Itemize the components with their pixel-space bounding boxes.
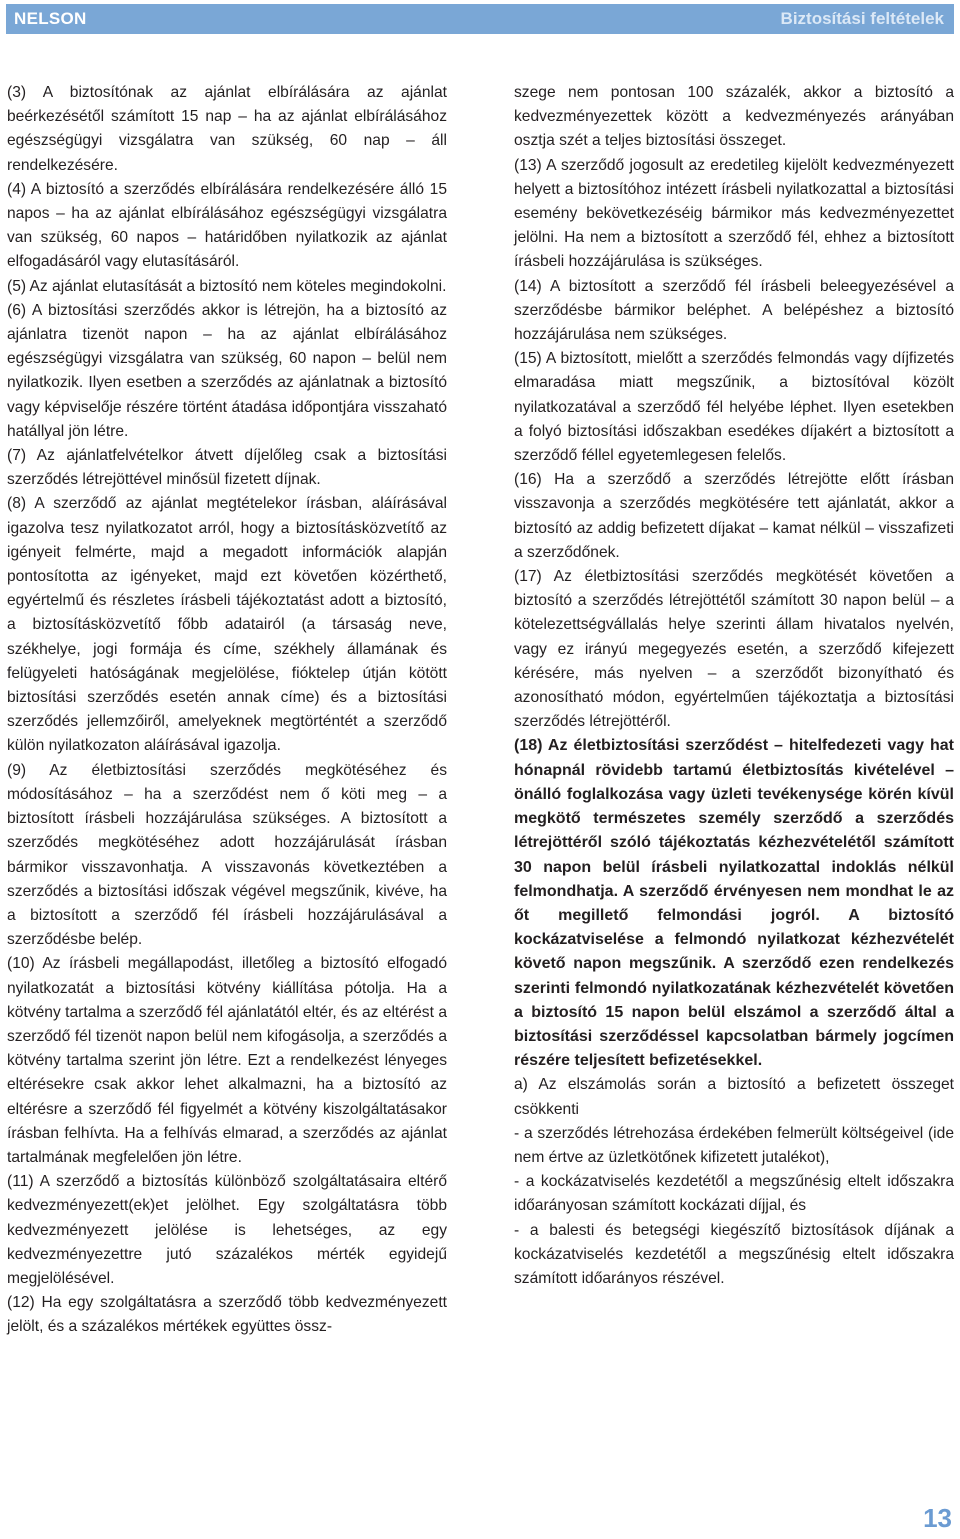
paragraph-15: (15) A biztosított, mielőtt a szerződés felmondás vagy díjfizetés elmaradása miatt megszűnik, a biztosítóval közölt nyilatkozatával a szerződő fél helyébe léphet. Ilyen esetekben a folyó biztosítási időszakban esedékes díjakért a biztosított a szerződő féllel egyetemlegesen felelős. <box>514 350 954 465</box>
paragraph-12-continued: szege nem pontosan 100 százalék, akkor a biztosító a kedvezményezettek között a kedvezményezés arányában osztja szét a teljes biztosítási összeget. <box>514 84 954 150</box>
left-column <box>7 81 447 1340</box>
paragraph-8: (8) A szerződő az ajánlat megtételekor írásban, aláírásával igazolva tesz nyilatkozatot arról, hogy a biztosításközvetítő az igényeit felmérte, majd a megadott információk alapján pontosította az igényeket, majd ezt követően közérthető, egyértelmű és részletes írásbeli tájékoztatást adott a biztosító, a biztosításközvetítő főbb adatairól (a társaság neve, székhelye, jogi formája és címe, székhely államának és felügyeleti hatóságának megjelölése, fióktelep útján kötött biztosítási szerződés esetén annak címe) és a biztosítási szerződés jellemzőiről, amelyeknek megtörténtét a szerződő külön nyilatkozaton aláírásával igazolja. <box>7 495 447 755</box>
paragraph-6: (6) A biztosítási szerződés akkor is létrejön, ha a biztosító az ajánlatra tizenöt napon – ha az ajánlat elbírálásához egészségügyi vizsgálatra van szükség, 60 napon – belül nem nyilatkozik. Ilyen esetben a szerződés az ajánlatnak a biztosító vagy képviselője részére történt átadása időpontjára visszaható hatállyal jön létre. <box>7 301 447 440</box>
paragraph-18-bold: (18) Az életbiztosítási szerződést – hitelfedezeti vagy hat hónapnál rövidebb tartamú életbiztosítás kivételével – önálló foglalkozása vagy üzleti tevékenysége körén kívül megkötő természetes személy szerződő a szerződés létrejöttéről szóló tájékoztatás kézhezvételétől számított 30 napon belül írásbeli nyilatkozattal indoklás nélkül felmondhatja. A szerződő érvényesen nem mondhat le az őt megillető felmondási jogról. A biztosító kockázatviselése a felmondó nyilatkozat kézhezvételét követő napon megszűnik. A szerződő ezen rendelkezés szerinti felmondó nyilatkozatának kézhezvételét követően a biztosító 15 napon belül elszámol a szerződő által a biztosítási szerződéssel kapcsolatban bármely jogcímen részére teljesített befizetésekkel. <box>514 737 954 1070</box>
clause-a: a) Az elszámolás során a biztosító a befizetett összeget csökkenti <box>514 1076 954 1118</box>
right-column <box>514 81 954 1291</box>
brand-name: NELSON <box>14 9 87 28</box>
clause-a-item-3: - a balesti és betegségi kiegészítő biztosítások díjának a kockázatviselés kezdetétől a megszűnésig eltelt időszakra számított időarányos részével. <box>514 1221 954 1287</box>
paragraph-14: (14) A biztosított a szerződő fél írásbeli beleegyezésével a szerződésbe bármikor beléphet. A belépéshez a biztosító hozzájárulása nem szükséges. <box>514 277 954 344</box>
paragraph-4: (4) A biztosító a szerződés elbírálására rendelkezésére álló 15 napos – ha az ajánlat elbírálásához egészségügyi vizsgálatra van szükség, 60 napos – határidőben nyilatkozik az ajánlat elfogadásáról vagy elutasításáról. <box>7 180 447 271</box>
paragraph-11: (11) A szerződő a biztosítás különböző szolgáltatásaira eltérő kedvezményezett(ek)et jelölhet. Egy szolgáltatásra több kedvezményezett jelölése is lehetséges, az egy kedvezményezettre jutó százalékos mérték egyidejű megjelölésével. <box>7 1173 447 1287</box>
paragraph-7: (7) Az ajánlatfelvételkor átvett díjelőleg csak a biztosítási szerződés létrejöttével minősül fizetett díjnak. <box>7 447 447 489</box>
clause-a-item-1: - a szerződés létrehozása érdekében felmerült költségeivel (ide nem értve az üzletkötőnek kifizetett jutalékot), <box>514 1124 954 1166</box>
paragraph-13: (13) A szerződő jogosult az eredetileg kijelölt kedvezményezett helyett a biztosítóhoz intézett írásbeli nyilatkozattal a biztosítási esemény bekövetkezéséig bármikor más kedvezményezettet jelölni. Ha nem a biztosított a szerződő fél, ehhez a biztosított írásbeli hozzájárulása is szükséges. <box>514 156 954 271</box>
paragraph-12: (12) Ha egy szolgáltatásra a szerződő több kedvezményezett jelölt, és a százalékos mértékek együttes össz- <box>7 1294 447 1336</box>
paragraph-16: (16) Ha a szerződő a szerződés létrejötte előtt írásban visszavonja a szerződés megkötésére tett ajánlatát, akkor a biztosító az addig befizetett díjakat – kamat nélkül – visszafizeti a szerződőnek. <box>514 471 954 561</box>
paragraph-5: (5) Az ajánlat elutasítását a biztosító nem köteles megindokolni. <box>7 277 447 295</box>
paragraph-17: (17) Az életbiztosítási szerződés megkötését követően a biztosító a szerződés létrejöttétől számított 30 napon belül – a kötelezettségvállalás helye szerinti állam hivatalos nyelvén, vagy ez irányú megegyezés esetén, a szerződő kifejezett kérésére, más nyelven – a szerződőt bizonyítható és azonosítható módon, egyértelműen tájékoztatja a biztosítási szerződés létrejöttéről. <box>514 568 954 731</box>
clause-a-item-2: - a kockázatviselés kezdetétől a megszűnésig eltelt időszakra időarányosan számított kockázati díjjal, és <box>514 1173 954 1215</box>
paragraph-3: (3) A biztosítónak az ajánlat elbírálására az ajánlat beérkezésétől számított 15 nap – ha az ajánlat elbírálásához egészségügyi vizsgálatra van szükség, 60 nap – áll rendelkezésére. <box>7 84 447 174</box>
page-number: 13 <box>923 1503 952 1533</box>
paragraph-10: (10) Az írásbeli megállapodást, illetőleg a biztosító elfogadó nyilatkozatát a biztosítási kötvény kiállítása pótolja. Ha a kötvény tartalma a szerződő fél ajánlatától eltér, és az eltérést a szerződő fél tizenöt napon belül nem kifogásolja, a szerződés a kötvény tartalma szerint jön létre. Ezt a rendelkezést lényeges eltérésekre csak akkor lehet alkalmazni, ha a biztosító az eltérésre a szerződő fél figyelmét a kötvény kiszolgáltatásakor írásban felhívta. Ha a felhívás elmarad, a szerződés az ajánlat tartalmának megfelelően jön létre. <box>7 955 447 1166</box>
paragraph-9: (9) Az életbiztosítási szerződés megkötéséhez és módosításához – ha a szerződést nem ő köti meg – a biztosított írásbeli hozzájárulása szükséges. A biztosított a szerződés megkötéséhez adott hozzájárulását írásban bármikor visszavonhatja. A visszavonás következtében a szerződés a biztosítási időszak végével megszűnik, kivéve, ha a biztosított a szerződő fél írásbeli hozzájárulásával a szerződésbe belép. <box>7 761 447 949</box>
document-title: Biztosítási feltételek <box>780 9 944 28</box>
page-header <box>6 4 954 34</box>
